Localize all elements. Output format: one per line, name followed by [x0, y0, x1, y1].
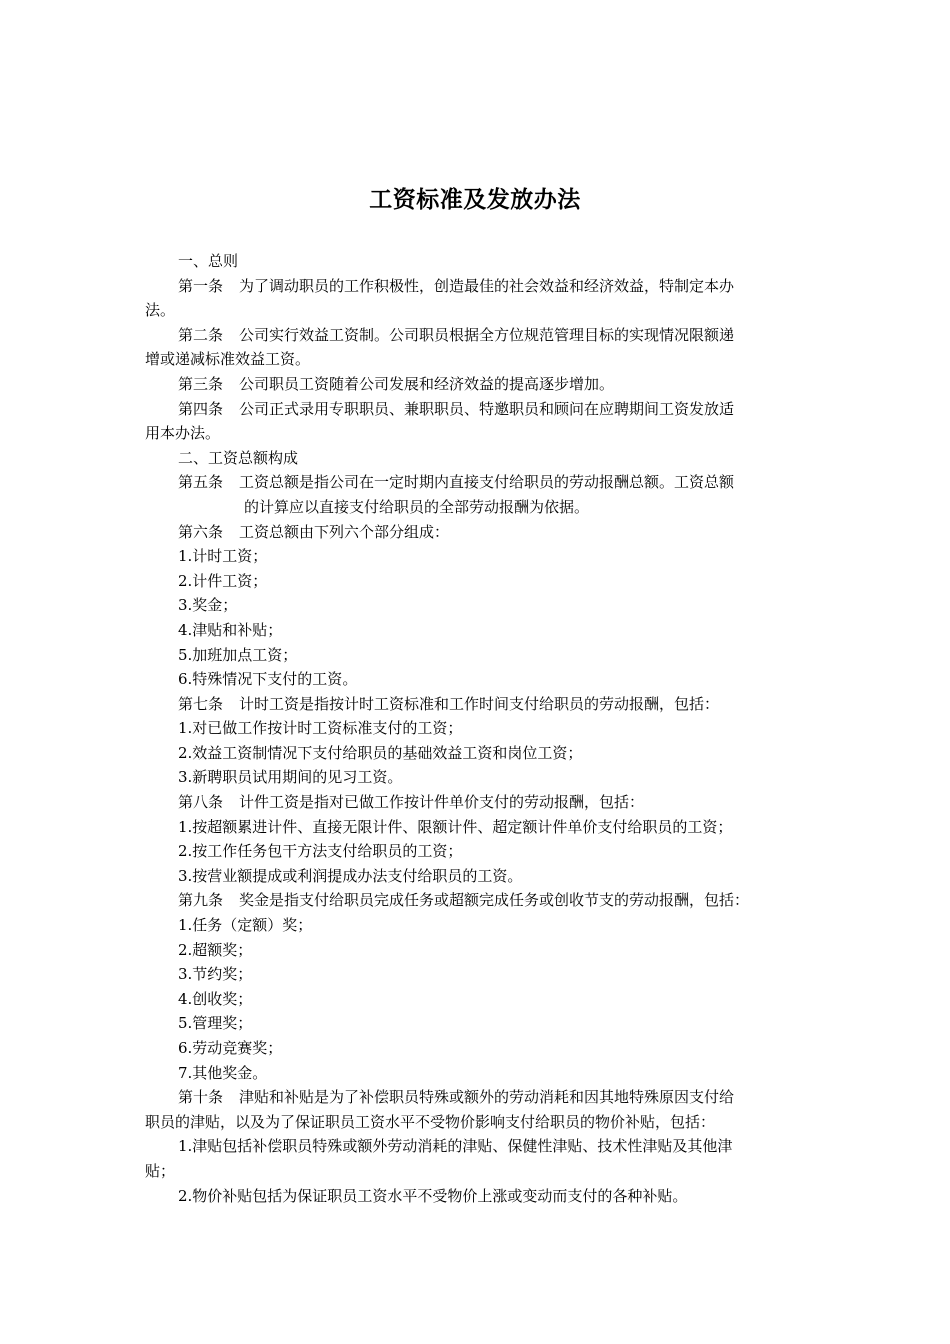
text-line [145, 347, 805, 372]
line-text: 7.其他奖金。 [178, 1063, 268, 1082]
line-text: 3.新聘职员试用期间的见习工资。 [178, 768, 403, 787]
article-label: 第八条 [178, 793, 224, 812]
line-text: 1.计时工资； [178, 547, 268, 566]
line-text: 公司正式录用专职职员、兼职职员、特邀职员和顾问在应聘期间工资发放适 [239, 399, 735, 418]
line-text: 1.按超额累进计件、直接无限计件、限额计件、超定额计件单价支付给职员的工资； [178, 817, 733, 836]
document-body [145, 249, 805, 1208]
text-line [145, 839, 805, 864]
line-text: 1.任务（定额）奖； [178, 916, 313, 935]
line-text: 2.效益工资制情况下支付给职员的基础效益工资和岗位工资； [178, 743, 583, 762]
text-line [145, 1110, 805, 1135]
article-label: 第七条 [178, 694, 224, 713]
text-line [145, 815, 805, 840]
article-label: 第四条 [178, 399, 224, 418]
text-line [145, 298, 805, 323]
line-text: 2.超额奖； [178, 940, 253, 959]
article-line [145, 888, 805, 913]
text-line [145, 987, 805, 1012]
line-text: 2.物价补贴包括为保证职员工资水平不受物价上涨或变动而支付的各种补贴。 [178, 1186, 688, 1205]
line-text: 3.按营业额提成或利润提成办法支付给职员的工资。 [178, 866, 523, 885]
line-text: 计件工资是指对已做工作按计件单价支付的劳动报酬，包括： [239, 793, 645, 812]
text-line [145, 1036, 805, 1061]
line-text: 工资总额是指公司在一定时期内直接支付给职员的劳动报酬总额。工资总额 [239, 473, 735, 492]
text-line [145, 1134, 805, 1159]
line-text: 用本办法。 [145, 424, 221, 443]
line-text: 的计算应以直接支付给职员的全部劳动报酬为依据。 [244, 497, 590, 516]
line-text: 4.津贴和补贴； [178, 620, 283, 639]
text-line [145, 1061, 805, 1086]
text-line [145, 1011, 805, 1036]
line-text: 公司职员工资随着公司发展和经济效益的提高逐步增加。 [239, 374, 615, 393]
text-line [145, 569, 805, 594]
text-line [145, 421, 805, 446]
line-text: 1.津贴包括补偿职员特殊或额外劳动消耗的津贴、保健性津贴、技术性津贴及其他津 [178, 1137, 733, 1156]
line-text: 二、工资总额构成 [178, 448, 299, 467]
text-line [145, 446, 805, 471]
text-line [145, 249, 805, 274]
line-text: 4.创收奖； [178, 989, 253, 1008]
article-line [145, 692, 805, 717]
line-text: 增或递减标准效益工资。 [145, 350, 311, 369]
article-line [145, 372, 805, 397]
text-line [145, 618, 805, 643]
article-line [145, 520, 805, 545]
line-text: 一、总则 [178, 252, 239, 270]
line-text: 5.加班加点工资； [178, 645, 298, 664]
text-line [145, 495, 805, 520]
text-line [145, 962, 805, 987]
text-line [145, 667, 805, 692]
text-line [145, 544, 805, 569]
line-text: 法。 [145, 301, 176, 320]
text-line [145, 938, 805, 963]
line-text: 职员的津贴，以及为了保证职员工资水平不受物价影响支付给职员的物价补贴，包括： [145, 1112, 716, 1131]
line-text: 2.按工作任务包干方法支付给职员的工资； [178, 842, 463, 861]
article-label: 第三条 [178, 374, 224, 393]
article-label: 第五条 [178, 473, 224, 492]
text-line [145, 864, 805, 889]
line-text: 计时工资是指按计时工资标准和工作时间支付给职员的劳动报酬，包括： [239, 694, 720, 713]
line-text: 奖金是指支付给职员完成任务或超额完成任务或创收节支的劳动报酬，包括： [239, 891, 750, 910]
text-line [145, 1184, 805, 1209]
text-line [145, 741, 805, 766]
text-line [145, 593, 805, 618]
text-line [145, 765, 805, 790]
text-line [145, 643, 805, 668]
line-text: 3.节约奖； [178, 965, 253, 984]
article-label: 第十条 [178, 1088, 224, 1107]
text-line [145, 913, 805, 938]
article-line [145, 323, 805, 348]
line-text: 6.劳动竞赛奖； [178, 1039, 283, 1057]
line-text: 1.对已做工作按计时工资标准支付的工资； [178, 719, 463, 738]
line-text: 津贴和补贴是为了补偿职员特殊或额外的劳动消耗和因其地特殊原因支付给 [239, 1088, 735, 1107]
article-label: 第二条 [178, 325, 224, 344]
document-title: 工资标准及发放办法 [369, 187, 581, 213]
line-text: 3.奖金； [178, 596, 238, 615]
text-line [145, 716, 805, 741]
article-line [145, 470, 805, 495]
article-line [145, 397, 805, 422]
article-line [145, 274, 805, 299]
text-line [145, 1159, 805, 1184]
line-text: 2.计件工资； [178, 571, 268, 590]
line-text: 5.管理奖； [178, 1014, 253, 1033]
article-label: 第一条 [178, 276, 224, 295]
line-text: 工资总额由下列六个部分组成： [239, 522, 450, 541]
line-text: 6.特殊情况下支付的工资。 [178, 670, 358, 689]
article-label: 第六条 [178, 522, 224, 541]
article-line [145, 1085, 805, 1110]
article-label: 第九条 [178, 891, 224, 910]
line-text: 公司实行效益工资制。公司职员根据全方位规范管理目标的实现情况限额递 [239, 325, 735, 344]
line-text: 贴； [145, 1161, 176, 1180]
line-text: 为了调动职员的工作积极性，创造最佳的社会效益和经济效益，特制定本办 [239, 276, 735, 295]
article-line [145, 790, 805, 815]
